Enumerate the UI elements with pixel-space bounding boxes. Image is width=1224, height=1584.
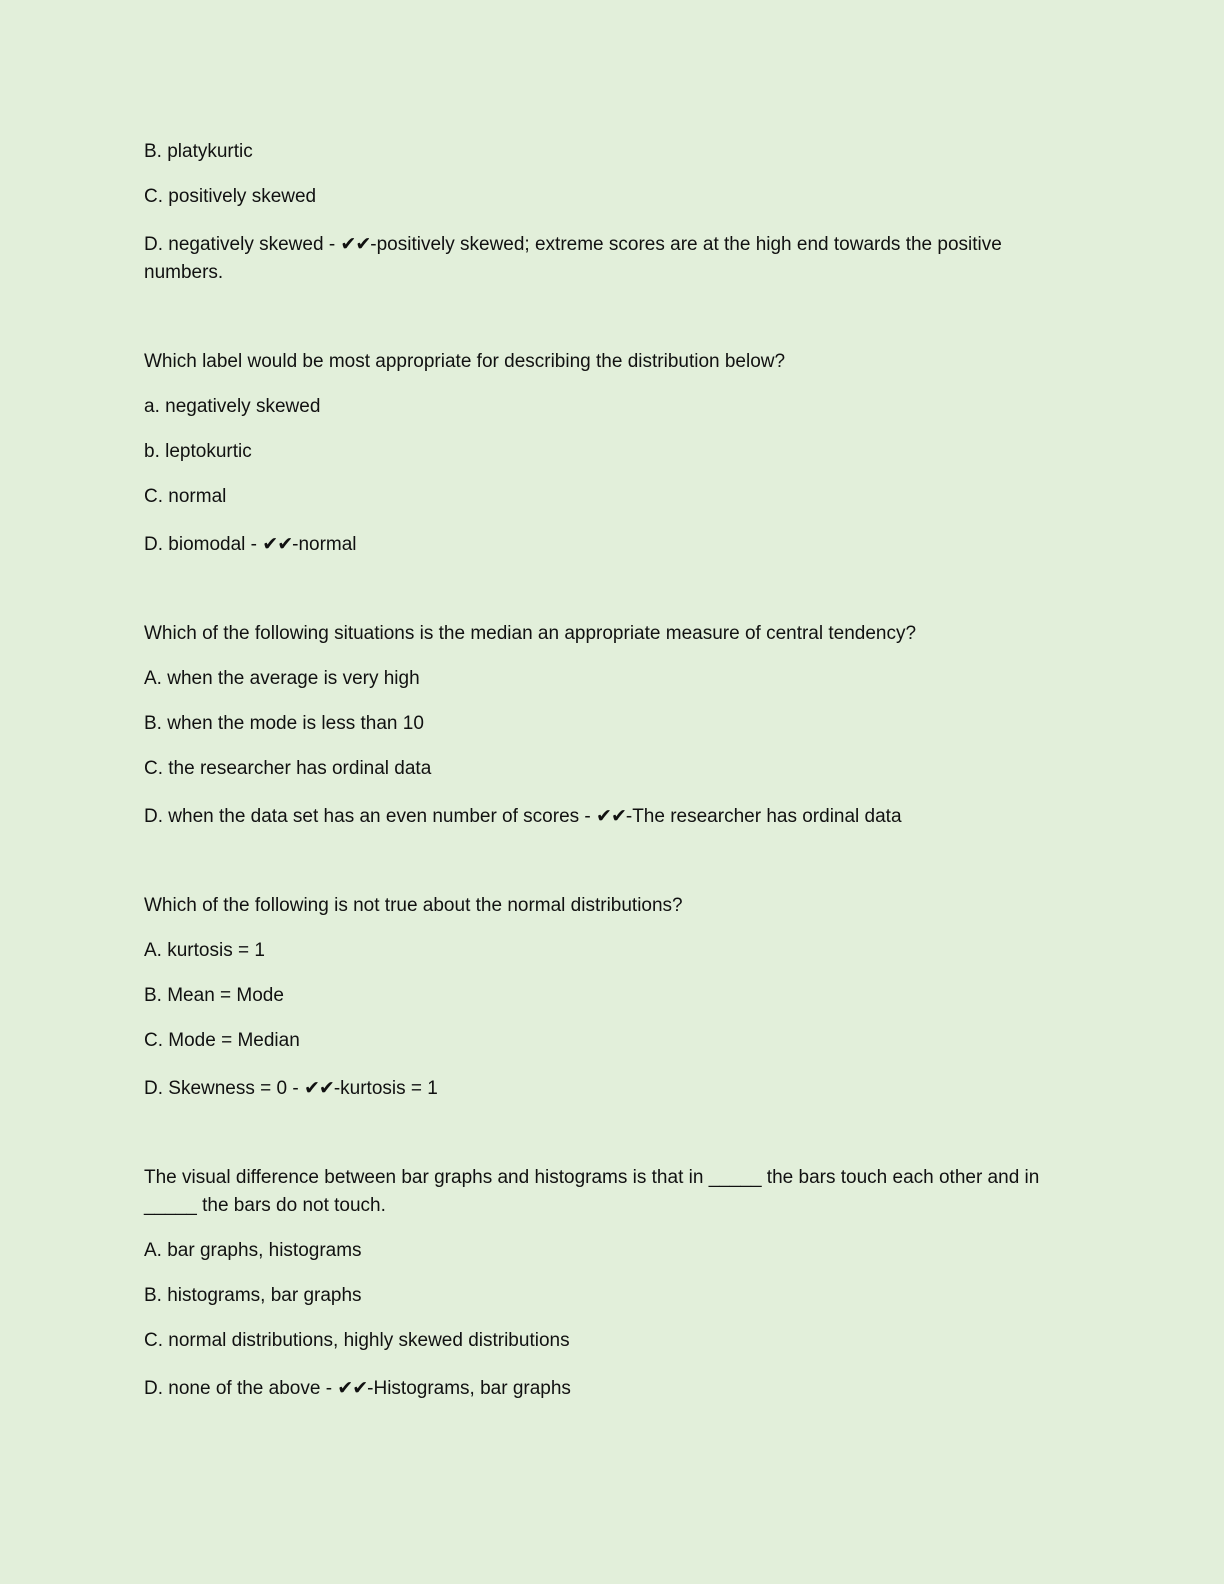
document-page [144, 138, 1079, 1403]
option-c: C. normal distributions, highly skewed distributions [144, 1330, 570, 1351]
option-d-with-answer [144, 230, 1079, 287]
question-text: The visual difference between bar graphs and histograms is that in _____ the bars touch each other and in _____ the bars do not touch. [144, 1167, 1040, 1216]
answer-text: -Histograms, bar graphs [367, 1378, 571, 1399]
option-b: B. Mean = Mode [144, 985, 284, 1006]
checkmark-icon: ✔✔ [262, 533, 293, 555]
option-d-text: D. biomodal - [144, 534, 263, 555]
answer-text: -positively skewed; extreme scores are at the high end towards the positive numbers. [144, 234, 1002, 283]
option-b: b. leptokurtic [144, 441, 252, 462]
option-a: A. when the average is very high [144, 668, 420, 689]
question-block-2 [144, 348, 1079, 559]
question-text: Which label would be most appropriate for describing the distribution below? [144, 351, 786, 372]
answer-text: -The researcher has ordinal data [625, 806, 902, 827]
option-d-text: D. when the data set has an even number of scores - [144, 806, 597, 827]
option-c: C. normal [144, 486, 227, 507]
question-block-5 [144, 1164, 1079, 1403]
option-b: B. histograms, bar graphs [144, 1285, 362, 1306]
question-text: Which of the following is not true about the normal distributions? [144, 895, 683, 916]
option-d-text: D. none of the above - [144, 1378, 338, 1399]
question-block-4 [144, 892, 1079, 1103]
option-b: B. platykurtic [144, 141, 253, 162]
option-a: a. negatively skewed [144, 396, 321, 417]
question-block-1 [144, 138, 1079, 287]
answer-text: -kurtosis = 1 [333, 1078, 438, 1099]
option-c: C. positively skewed [144, 186, 317, 207]
option-b: B. when the mode is less than 10 [144, 713, 424, 734]
checkmark-icon: ✔✔ [337, 1377, 368, 1399]
option-d-with-answer [144, 802, 1079, 831]
question-text: Which of the following situations is the median an appropriate measure of central tendency? [144, 623, 917, 644]
checkmark-icon: ✔✔ [303, 1077, 334, 1099]
question-block-3 [144, 620, 1079, 831]
option-d-with-answer [144, 530, 1079, 559]
checkmark-icon: ✔✔ [340, 233, 371, 255]
option-d-text: D. negatively skewed - [144, 234, 341, 255]
option-c: C. the researcher has ordinal data [144, 758, 432, 779]
option-d-with-answer [144, 1074, 1079, 1103]
option-d-text: D. Skewness = 0 - [144, 1078, 304, 1099]
option-d-with-answer [144, 1374, 1079, 1403]
checkmark-icon: ✔✔ [596, 805, 626, 827]
option-c: C. Mode = Median [144, 1030, 300, 1051]
answer-text: -normal [292, 534, 357, 555]
option-a: A. bar graphs, histograms [144, 1240, 362, 1261]
option-a: A. kurtosis = 1 [144, 940, 265, 961]
